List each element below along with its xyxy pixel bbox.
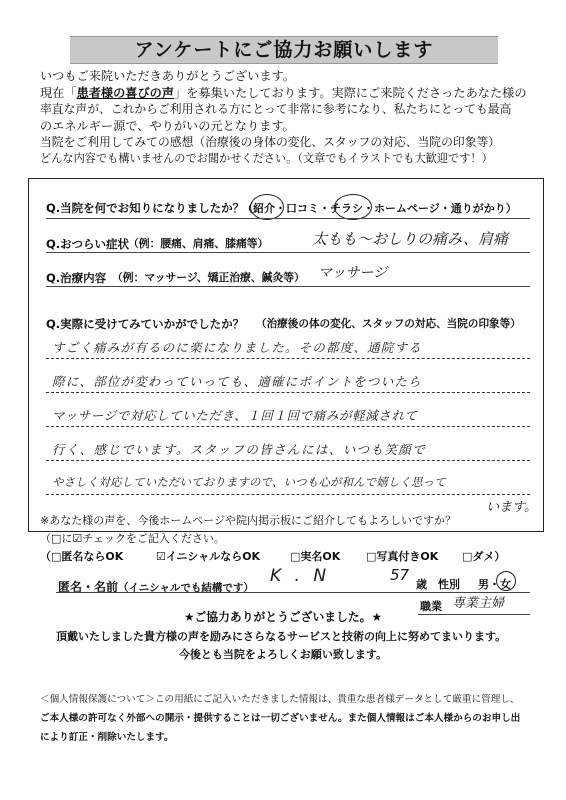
intro-line-2: 現在「患者様の喜びの声」を募集いたしております。実際にご来院くださったあなた様の bbox=[40, 85, 527, 100]
privacy-line-3: により訂正・削除いたします。 bbox=[40, 732, 174, 743]
intro-line-5: 当院をご利用してみての感想（治療後の身体の変化、スタッフの対応、当院の印象等） bbox=[40, 135, 501, 150]
closing-line-1: 頂戴いたしました貴方様の声を励みにさらなるサービスと技術の向上に努めてまいります。 bbox=[56, 630, 507, 643]
q2-answer: 太もも〜おしりの痛み、肩痛 bbox=[312, 230, 508, 248]
name-answer: K . N bbox=[270, 566, 331, 586]
gender-circle bbox=[496, 571, 516, 591]
job-answer: 専業主婦 bbox=[452, 596, 505, 611]
age-answer: 57 bbox=[390, 566, 410, 584]
q4-answer-line-1: すごく痛みが有るのに楽になりました。その都度、通院する bbox=[52, 340, 422, 355]
consent-instruction: （□に☑チェックをご記入ください。 bbox=[40, 532, 225, 545]
q1-circle-referral bbox=[250, 194, 284, 220]
intro-line-6: どんな内容でも構いませんのでお聞かせください。（文章でもイラストでも大歓迎です！） bbox=[40, 151, 493, 165]
privacy-line-2: ご本人様の許可なく外部への開示・提供することは一切ございません。また個人情報はご本人様からのお申し出 bbox=[40, 713, 521, 724]
thanks-message: ★ご協力ありがとうございました。★ bbox=[183, 610, 383, 624]
job-label: 職業 bbox=[420, 600, 442, 613]
consent-option-photo[interactable]: □写真付きOK bbox=[366, 550, 439, 563]
q4-rule-4 bbox=[46, 460, 530, 461]
q3-label: Q.治療内容 bbox=[46, 271, 107, 285]
intro-paragraph bbox=[40, 68, 550, 168]
consent-option-anonymous[interactable]: （□匿名ならOK bbox=[40, 550, 124, 563]
q4-answer-line-2: 際に、部位が変わっていっても、適確にポイントをついたら bbox=[52, 374, 422, 389]
q2-label: Q.おつらい症状 bbox=[46, 237, 130, 251]
q1-underline bbox=[46, 218, 530, 219]
q1-label: Q.当院を何でお知りになりましたか？ bbox=[46, 201, 245, 215]
gender-value: 男・女 bbox=[478, 578, 511, 591]
q3-example: （例：マッサージ、矯正治療、鍼灸等） bbox=[112, 271, 305, 284]
intro-line-3: 率直な声が、これからご利用される方にとって非常に参考になり、私たちにとっても最高 bbox=[40, 102, 512, 117]
closing-line-2: 今後とも当院をよろしくお願い致します。 bbox=[178, 648, 388, 661]
q2-example: （例：腰痛、肩痛、膝痛等） bbox=[128, 237, 269, 250]
consent-question: ※あなた様の声を、今後ホームページや院内掲示板にご紹介してもよろしいですか？ bbox=[40, 514, 456, 527]
name-label: 匿名・名前（イニシャルでも結構です） bbox=[58, 580, 254, 594]
q2-underline bbox=[46, 252, 530, 253]
survey-title: アンケートにご協力お願いします bbox=[70, 36, 498, 64]
q4-answer-line-3: マッサージで対応していただき、１回１回で痛みが軽減されて bbox=[52, 408, 418, 423]
age-unit: 歳 bbox=[416, 578, 427, 591]
q4-rule-2 bbox=[46, 392, 530, 393]
q4-rule-1 bbox=[46, 358, 530, 359]
q4-rule-3 bbox=[46, 426, 530, 427]
q1-options: （紹介・口コミ・チラシ・ホームページ・通りがかり） bbox=[242, 202, 517, 215]
intro-line-4: のエネルギー源で、やりがいの元となります。 bbox=[40, 118, 295, 133]
q4-label: Q.実際に受けてみていかがでしたか？ bbox=[46, 317, 245, 331]
consent-option-initials[interactable]: ☑イニシャルならOK bbox=[156, 550, 261, 563]
q3-answer: マッサージ bbox=[318, 265, 388, 281]
privacy-line-1: ＜個人情報保護について＞この用紙にご記入いただきました情報は、貴重な患者様データとして厳重に管理し、 bbox=[40, 694, 520, 705]
q3-underline bbox=[46, 286, 530, 287]
q4-answer-line-5: やさしく対応していただいておりますので、いつも心が和んで嬉しく思って bbox=[52, 475, 446, 489]
q4-answer-line-4: 行く、感じでいます。スタッフの皆さんには、いつも笑顔で bbox=[52, 442, 427, 457]
q1-circle-flyer bbox=[334, 194, 372, 220]
gender-label: 性別 bbox=[438, 578, 460, 591]
consent-option-no[interactable]: □ダメ） bbox=[462, 550, 506, 563]
consent-option-realname[interactable]: □実名OK bbox=[290, 550, 341, 563]
intro-highlight: 患者様の喜びの声 bbox=[76, 85, 175, 100]
privacy-notice bbox=[40, 690, 520, 747]
q4-answer-tail: います。 bbox=[486, 500, 537, 515]
q4-hint: （治療後の体の変化、スタッフの対応、当院の印象等） bbox=[256, 318, 521, 330]
q4-rule-5 bbox=[46, 494, 530, 495]
intro-line-1: いつもご来院いただきありがとうございます。 bbox=[40, 69, 295, 83]
